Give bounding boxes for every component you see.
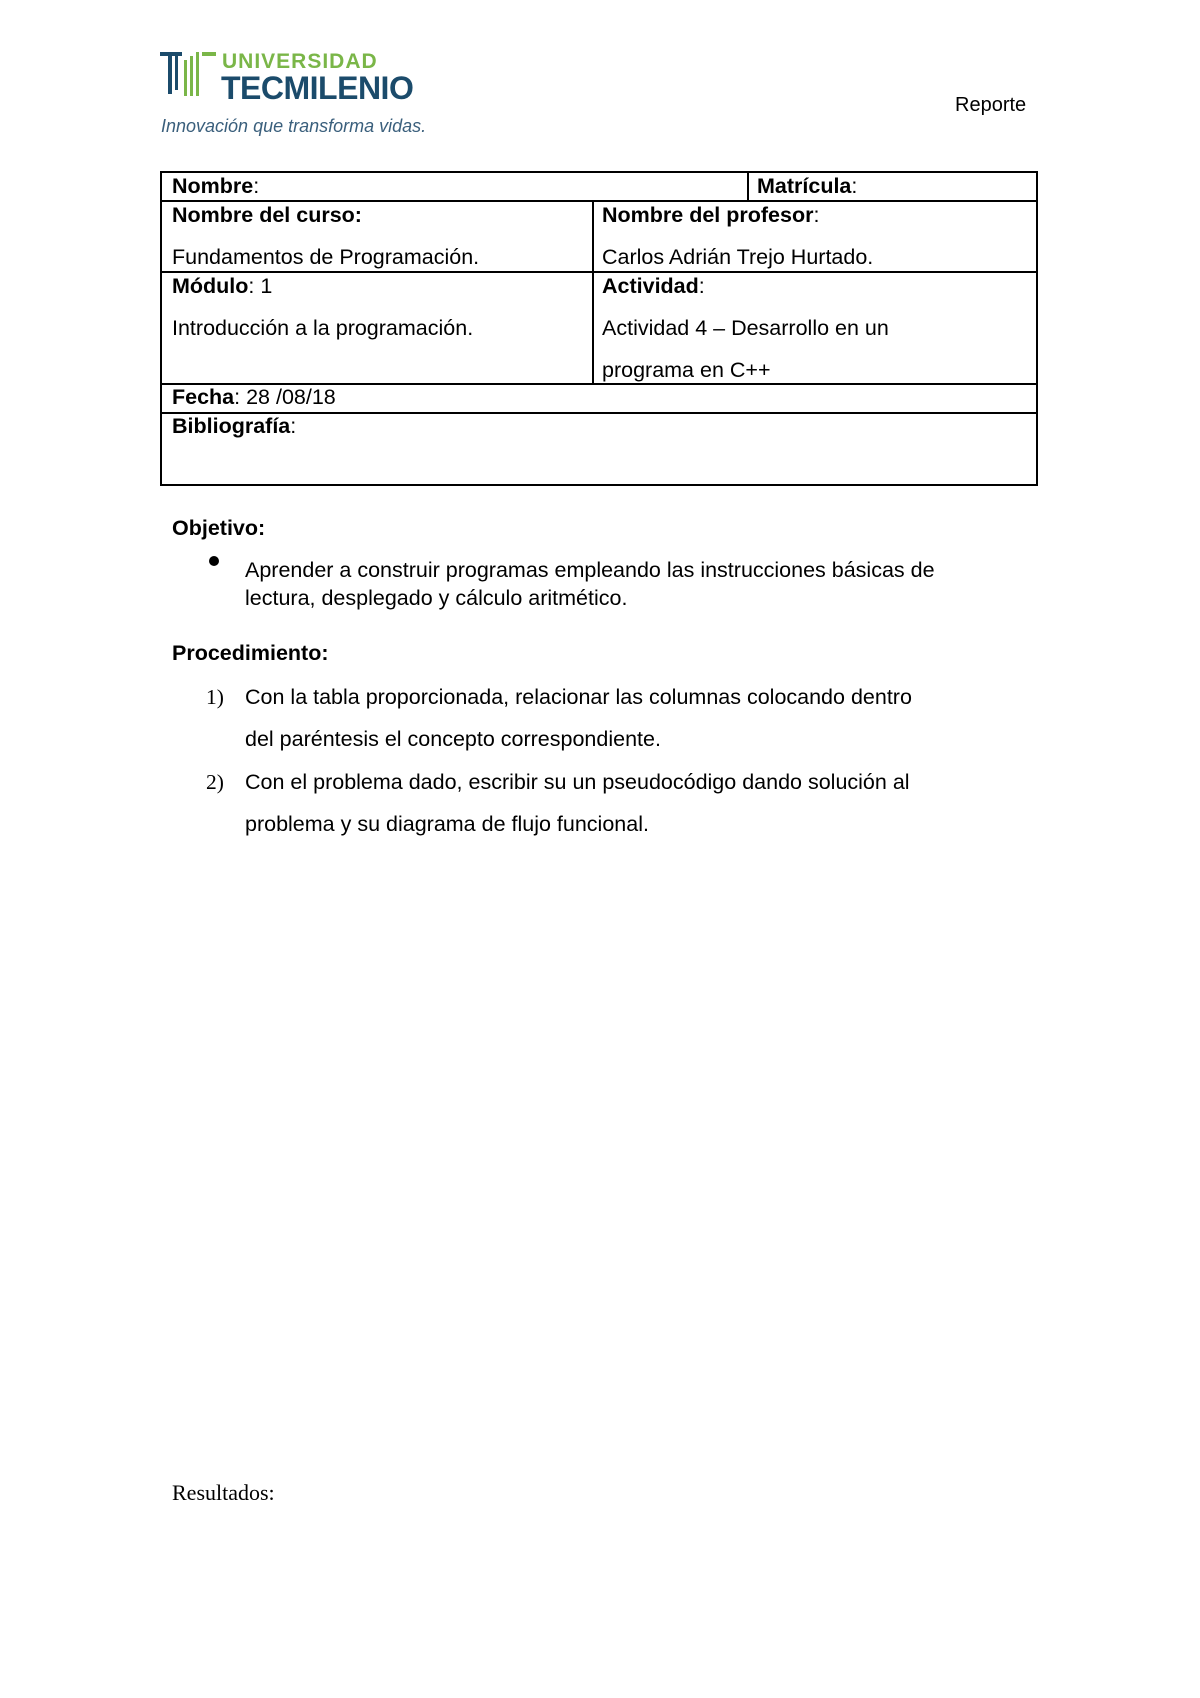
step-line2: del paréntesis el concepto correspondiente. bbox=[245, 727, 661, 751]
modulo-value: : 1 bbox=[248, 274, 273, 298]
profesor-label: Nombre del profesor bbox=[602, 203, 814, 227]
modulo-label: Módulo bbox=[172, 274, 249, 298]
curso-label: Nombre del curso: bbox=[172, 203, 362, 227]
table-divider bbox=[592, 200, 594, 383]
info-table bbox=[160, 171, 1038, 486]
procedure-step bbox=[245, 761, 1045, 845]
objetivo-text bbox=[245, 556, 1045, 612]
university-logo bbox=[160, 50, 440, 140]
fecha-value: : 28 /08/18 bbox=[234, 385, 336, 409]
matricula-value: : bbox=[851, 174, 858, 198]
nombre-value: : bbox=[253, 174, 260, 198]
step-number: 1) bbox=[206, 685, 224, 709]
profesor-colon: : bbox=[813, 203, 820, 227]
step-line2: problema y su diagrama de flujo funcional. bbox=[245, 812, 649, 836]
step-number: 2) bbox=[206, 770, 224, 794]
objetivo-line2: lectura, desplegado y cálculo aritmético. bbox=[245, 586, 628, 610]
bibliografia-cell bbox=[172, 405, 296, 447]
curso-value: Fundamentos de Programación. bbox=[172, 245, 480, 269]
actividad-label: Actividad bbox=[602, 274, 699, 298]
document-type-label: Reporte bbox=[955, 94, 1027, 116]
procedure-step bbox=[245, 676, 1045, 760]
logo-tecmilenio-text: TECMILENIO bbox=[221, 70, 414, 106]
modulo-name: Introducción a la programación. bbox=[172, 316, 474, 340]
profesor-value: Carlos Adrián Trejo Hurtado. bbox=[602, 245, 874, 269]
modulo-cell bbox=[172, 265, 473, 349]
tecmilenio-emblem-icon bbox=[160, 52, 218, 98]
bibliografia-label: Bibliografía bbox=[172, 414, 291, 438]
actividad-cell bbox=[602, 265, 889, 391]
matricula-label: Matrícula bbox=[757, 174, 852, 198]
actividad-line1: Actividad 4 – Desarrollo en un bbox=[602, 316, 889, 340]
bibliografia-value: : bbox=[290, 414, 297, 438]
fecha-label: Fecha bbox=[172, 385, 235, 409]
resultados-heading: Resultados: bbox=[172, 1480, 275, 1505]
step-line1: Con el problema dado, escribir su un pseudocódigo dando solución al bbox=[245, 770, 910, 794]
bullet-icon bbox=[209, 556, 219, 566]
logo-tagline: Innovación que transforma vidas. bbox=[161, 116, 427, 136]
objetivo-heading: Objetivo: bbox=[172, 516, 266, 540]
objetivo-line1: Aprender a construir programas empleando las instrucciones básicas de bbox=[245, 558, 935, 582]
actividad-colon: : bbox=[698, 274, 705, 298]
step-line1: Con la tabla proporcionada, relacionar las columnas colocando dentro bbox=[245, 685, 912, 709]
nombre-label: Nombre bbox=[172, 174, 254, 198]
actividad-line2: programa en C++ bbox=[602, 358, 771, 382]
logo-university-text: UNIVERSIDAD bbox=[222, 50, 378, 73]
procedimiento-heading: Procedimiento: bbox=[172, 641, 329, 665]
